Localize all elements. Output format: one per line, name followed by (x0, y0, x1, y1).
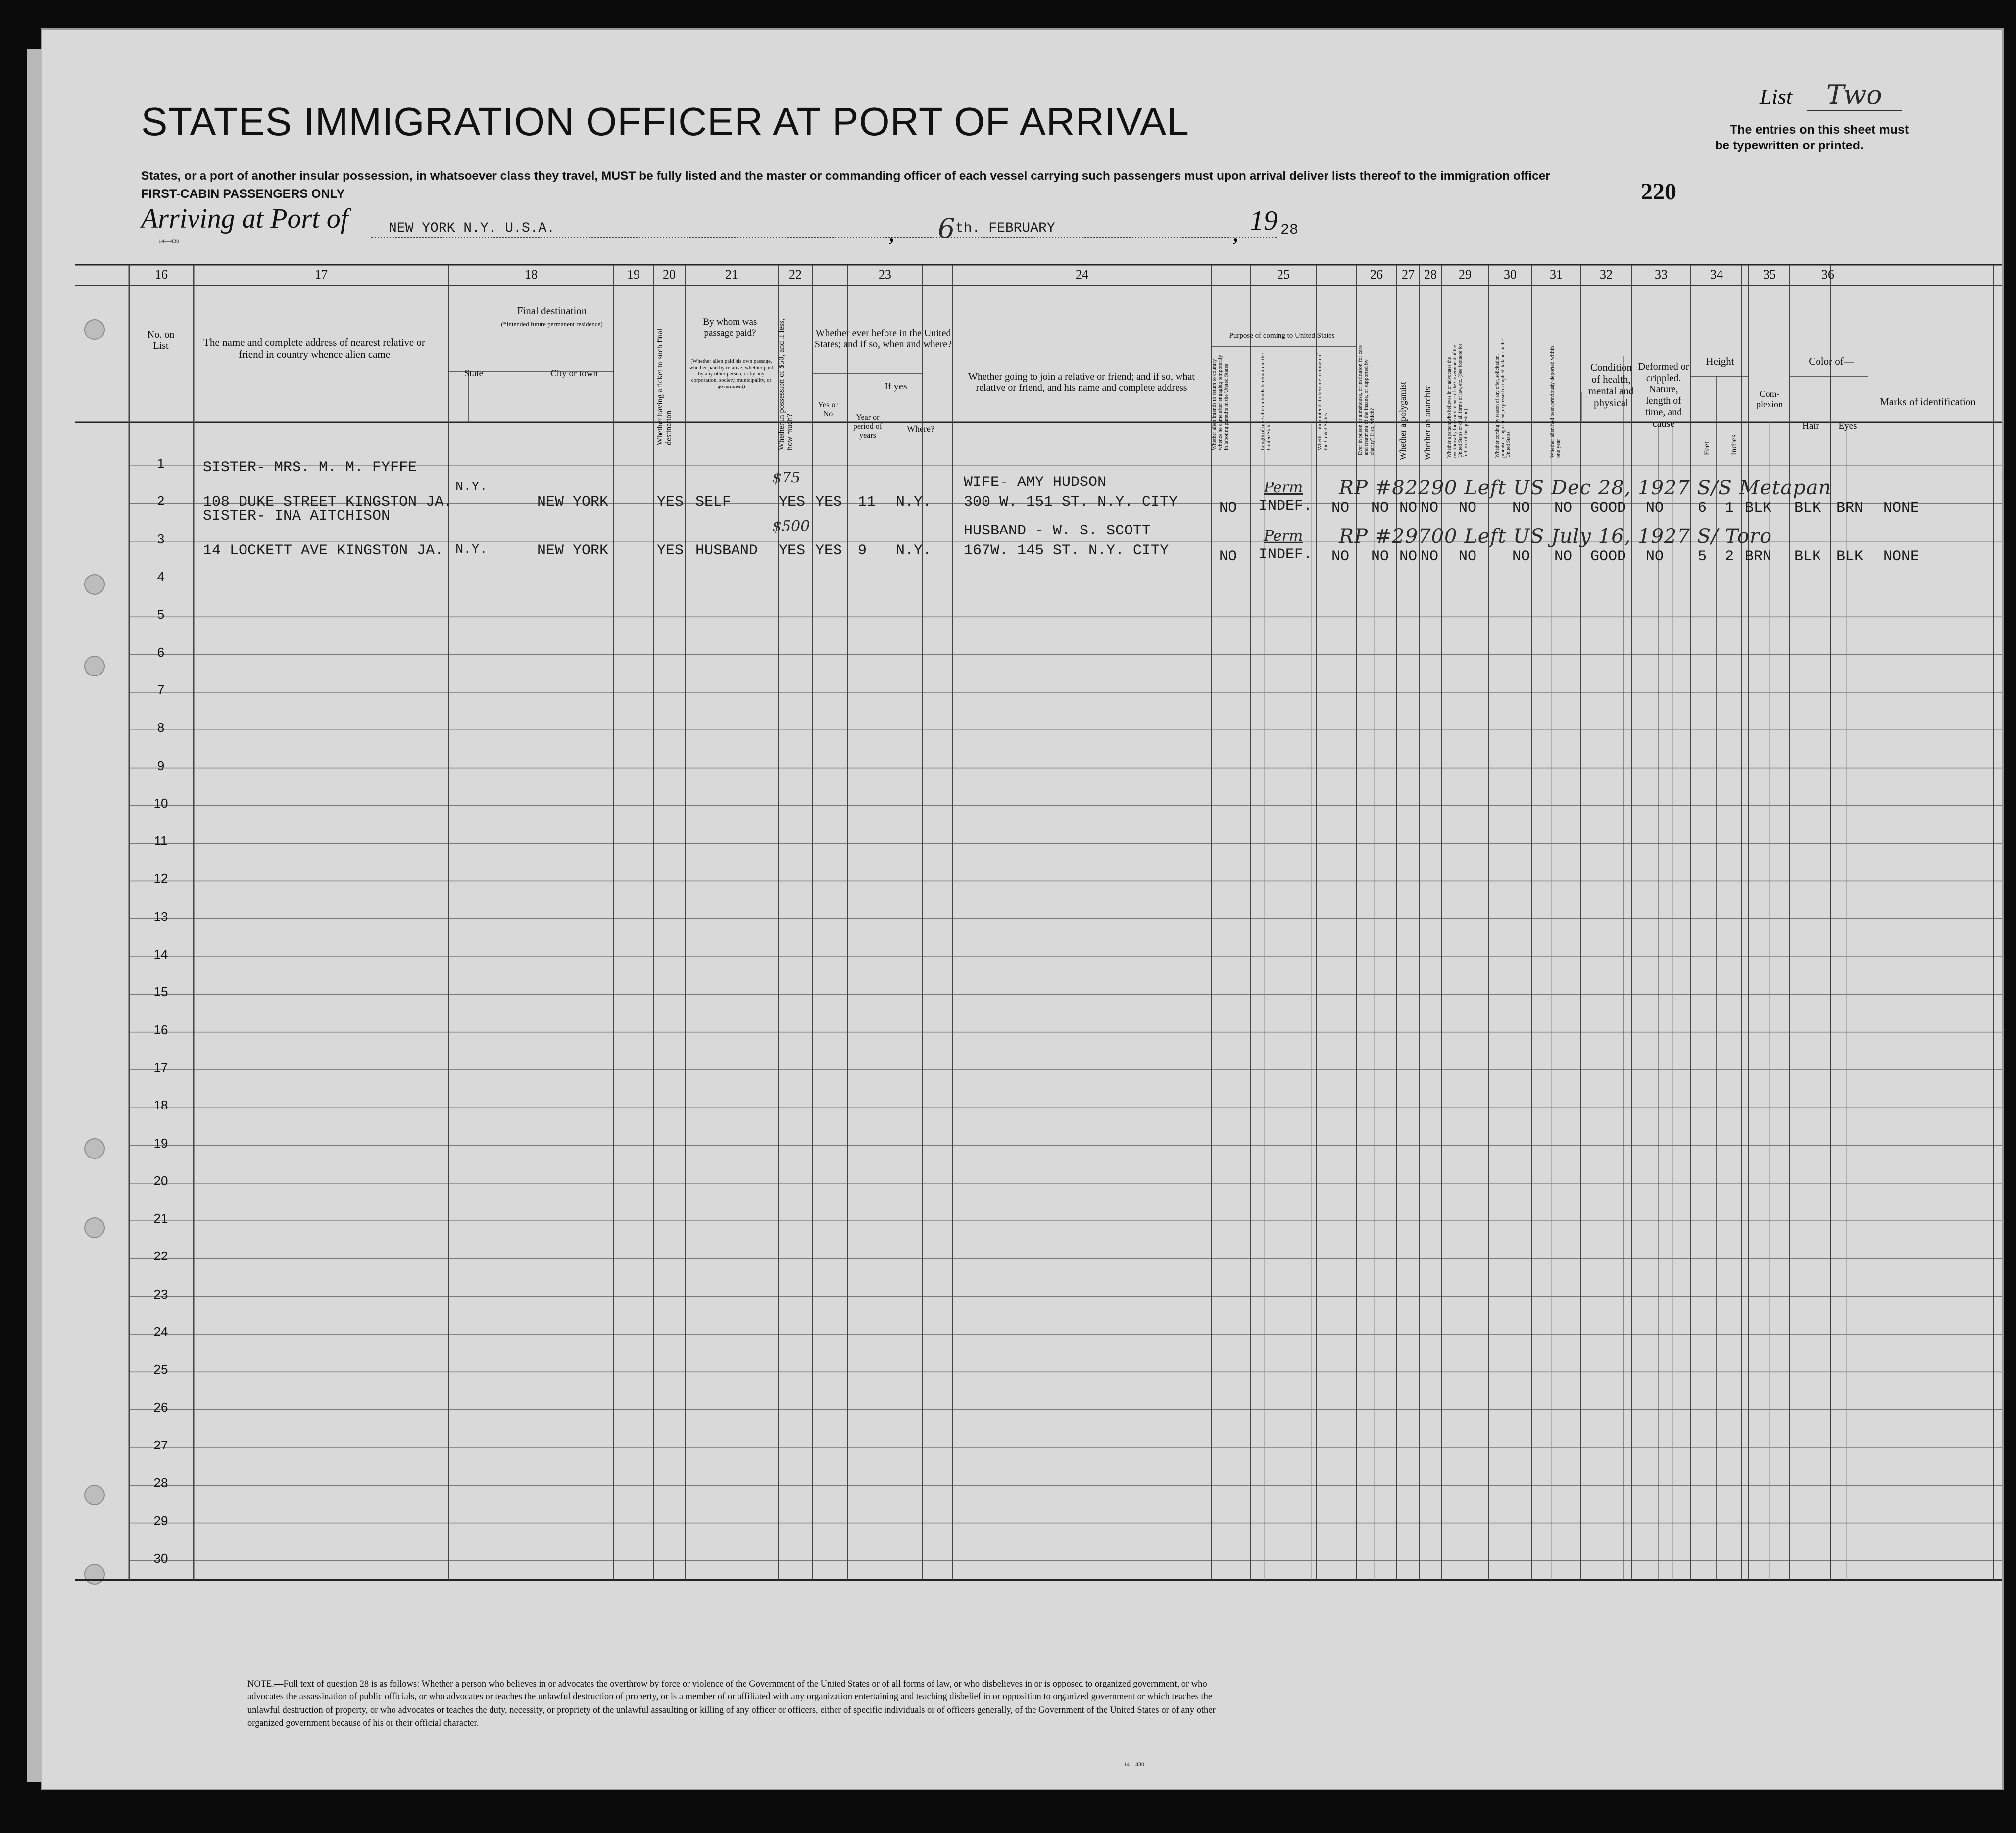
length-of-stay: INDEF. (1259, 498, 1313, 515)
join-relative-address: 167W. 145 ST. N.Y. CITY (964, 542, 1169, 559)
row-number: 4 (157, 569, 165, 584)
length-handwritten: Perm (1264, 528, 1303, 545)
money-handwritten: $500 (772, 518, 810, 535)
header-join-relative: Whether going to join a relative or friend; and if so, what relative or friend, and his name and complete address (968, 371, 1195, 393)
header-inches: Inches (1730, 434, 1738, 455)
labor-offer-answer: NO (1512, 500, 1530, 517)
row-number: 27 (153, 1437, 168, 1452)
column-number: 17 (315, 267, 328, 282)
column-number: 18 (525, 267, 538, 282)
hair-color: BLK (1794, 548, 1821, 565)
row-number: 5 (157, 607, 165, 622)
column-number: 27 (1402, 267, 1415, 282)
row-number: 7 (157, 682, 165, 697)
column-number: 24 (1076, 267, 1088, 282)
where-in-us: N.Y. (896, 542, 932, 559)
column-number: 33 (1655, 267, 1668, 282)
header-deformed: Deformed or crippled. Nature, length of time, and cause (1638, 361, 1689, 429)
overthrow-answer: NO (1459, 548, 1477, 565)
prison-answer: NO (1371, 500, 1389, 517)
passage-paid-by: HUSBAND (695, 542, 758, 559)
header-color-of: Color of— (1809, 355, 1854, 367)
ticket-answer: YES (657, 494, 684, 511)
column-number: 34 (1710, 267, 1723, 282)
row-number: 13 (153, 909, 168, 924)
row-number: 24 (153, 1324, 168, 1340)
row-number: 30 (153, 1550, 168, 1566)
identification-marks: NONE (1883, 548, 1919, 565)
manifest-grid (42, 30, 2002, 1789)
been-before-answer: YES (815, 494, 842, 511)
header-nearest-relative: The name and complete address of nearest relative or friend in country whence alien came (203, 337, 425, 361)
first-cabin-label: FIRST-CABIN PASSENGERS ONLY (141, 187, 345, 201)
header-purpose-citizen: Whether alien intends to become a citizen of the United States (1317, 353, 1329, 450)
year-prefix: 19 (1250, 205, 1278, 236)
header-ticket: Whether having a ticket to such final destination (656, 328, 673, 445)
header-labor-offer: Whether coming by reason of any offer, solicitation, promise, or agreement, expressed or implied, to labor in the United States (1495, 339, 1511, 458)
column-number: 22 (789, 267, 802, 282)
ticket-answer: YES (657, 542, 684, 559)
complexion: BRN (1745, 548, 1772, 565)
header-no-on-list: No. on List (147, 329, 175, 351)
deported-answer: NO (1554, 548, 1573, 565)
row-number: 23 (153, 1286, 168, 1302)
typewritten-note: The entries on this sheet must (1730, 123, 1909, 137)
relative-address-line: 14 LOCKETT AVE KINGSTON JA. (203, 542, 444, 559)
row-number: 10 (153, 795, 168, 811)
reentry-annotation: RP #82290 Left US Dec 28, 1927 S/S Metapan (1339, 477, 1832, 499)
deported-answer: NO (1554, 500, 1573, 517)
citizen-intent: NO (1331, 548, 1350, 565)
header-prison: Ever in prison or almshouse, or institution for care and treatment of the insane, or supported by charity? If so, which? (1357, 345, 1376, 455)
relative-name-line: SISTER- MRS. M. M. FYFFE (203, 459, 417, 476)
passage-paid-by: SELF (695, 494, 732, 511)
header-where: Where? (907, 424, 934, 434)
header-eyes: Eyes (1838, 421, 1857, 431)
header-complexion: Com- plexion (1756, 389, 1783, 409)
destination-city: NEW YORK (537, 494, 609, 511)
arrival-port: NEW YORK N.Y. U.S.A. (389, 221, 555, 236)
header-final-destination: Final destination (517, 305, 587, 317)
footer-form-code: 14—430 (1124, 1761, 1144, 1768)
sheet-number: 220 (1641, 179, 1676, 205)
year-suffix: 28 (1280, 222, 1299, 239)
years-in-us: 9 (858, 542, 867, 559)
row-number: 6 (157, 644, 165, 660)
column-number: 30 (1504, 267, 1517, 282)
typewritten-note: be typewritten or printed. (1715, 139, 1864, 152)
header-yes-or-no: Yes or No (818, 401, 838, 419)
return-intent: NO (1219, 500, 1237, 517)
polygamist-answer: NO (1399, 500, 1418, 517)
join-relative-name: WIFE- AMY HUDSON (964, 474, 1107, 491)
header-polygamist: Whether a polygamist (1398, 382, 1408, 460)
row-number: 21 (153, 1211, 168, 1226)
column-number: 28 (1424, 267, 1437, 282)
return-intent: NO (1219, 548, 1237, 565)
arrival-day-handwritten: 6 (938, 213, 955, 244)
row-number: 25 (153, 1362, 168, 1377)
citizen-intent: NO (1331, 500, 1350, 517)
relative-address-line: 108 DUKE STREET KINGSTON JA. (203, 494, 453, 511)
header-feet: Feet (1703, 441, 1711, 455)
row-number: 28 (153, 1475, 168, 1491)
row-number: 17 (153, 1060, 168, 1075)
prison-answer: NO (1371, 548, 1389, 565)
where-in-us: N.Y. (896, 494, 932, 511)
column-number: 21 (725, 267, 738, 282)
column-number: 23 (879, 267, 891, 282)
column-number: 19 (627, 267, 640, 282)
polygamist-answer: NO (1399, 548, 1418, 565)
comma: , (1232, 218, 1239, 246)
row-number: 22 (153, 1249, 168, 1264)
list-number-handwritten: Two (1807, 79, 1902, 111)
destination-city: NEW YORK (537, 542, 609, 559)
row-number: 3 (157, 531, 165, 546)
header-if-yes: If yes— (885, 381, 917, 392)
header-before-in-us: Whether ever before in the United States; and if so, when and where? (814, 328, 952, 350)
deformed-answer: NO (1646, 548, 1664, 565)
arrival-month: th. FEBRUARY (955, 221, 1055, 236)
column-number: 31 (1550, 267, 1563, 282)
anarchist-answer: NO (1421, 500, 1439, 517)
overthrow-answer: NO (1459, 500, 1477, 517)
row-number: 26 (153, 1399, 168, 1415)
header-passage-paid-sub: (Whether alien paid his own passage, whether paid by relative, whether paid by any other person, or by any corporation, society, municipality, or government) (689, 358, 774, 389)
join-relative-address: 300 W. 151 ST. N.Y. CITY (964, 494, 1178, 511)
money-answer: YES (779, 494, 806, 511)
destination-state: N.Y. (455, 480, 488, 495)
list-label: List Two (1760, 79, 1902, 110)
column-number: 35 (1763, 267, 1776, 282)
header-health: Condition of health, mental and physical (1588, 361, 1634, 409)
reentry-annotation: RP #29700 Left US July 16, 1927 S/ Toro (1339, 525, 1772, 548)
column-number: 16 (155, 267, 168, 282)
header-purpose: Purpose of coming to United States (1229, 332, 1335, 339)
years-in-us: 11 (858, 494, 876, 511)
eye-color: BLK (1836, 548, 1864, 565)
complexion: BLK (1745, 500, 1772, 517)
header-marks: Marks of identification (1880, 396, 1976, 408)
header-deported: Whether alien had been previously deported within one year (1549, 346, 1562, 458)
header-hair: Hair (1802, 421, 1819, 431)
header-money: Whether in possession of $50, and if less, how much? (777, 318, 794, 450)
column-number: 32 (1600, 267, 1613, 282)
row-number: 12 (153, 871, 168, 886)
row-number: 18 (153, 1098, 168, 1113)
height-inches: 2 (1725, 548, 1734, 565)
column-number: 36 (1821, 267, 1834, 282)
header-purpose-return: Whether alien intends to return to country whence he came after engaging temporarily in laboring pursuits in the United States (1211, 355, 1229, 450)
header-purpose-length: Length of time alien intends to remain in the United States (1260, 353, 1272, 450)
length-handwritten: Perm (1264, 479, 1303, 496)
header-year-period: Year or period of years (853, 413, 883, 440)
length-of-stay: INDEF. (1259, 546, 1313, 563)
money-answer: YES (779, 542, 806, 559)
height-feet: 5 (1698, 548, 1707, 565)
anarchist-answer: NO (1421, 548, 1439, 565)
height-feet: 6 (1698, 500, 1707, 517)
instruction-line: States, or a port of another insular possession, in whatsoever class they travel, MUST be fully listed and the master or commanding officer of each vessel carrying such passengers must upon arrival deliver lists thereof to the immigration officer (141, 169, 1550, 183)
health-condition: GOOD (1590, 500, 1626, 517)
eye-color: BRN (1836, 500, 1864, 517)
join-relative-name: HUSBAND - W. S. SCOTT (964, 523, 1151, 539)
row-number: 20 (153, 1173, 168, 1188)
form-title: STATES IMMIGRATION OFFICER AT PORT OF ARRIVAL (141, 99, 1189, 144)
header-city: City or town (550, 368, 598, 379)
money-handwritten: $75 (772, 469, 801, 486)
column-number: 29 (1459, 267, 1472, 282)
row-number: 14 (153, 947, 168, 962)
arriving-label: Arriving at Port of (141, 203, 348, 234)
deformed-answer: NO (1646, 500, 1664, 517)
header-anarchist: Whether an anarchist (1423, 385, 1432, 460)
comma: , (888, 218, 895, 246)
row-number: 8 (157, 720, 165, 735)
row-number: 11 (154, 833, 168, 849)
row-number: 29 (153, 1513, 168, 1528)
column-number: 20 (663, 267, 676, 282)
health-condition: GOOD (1590, 548, 1626, 565)
header-state: State (464, 368, 483, 379)
hair-color: BLK (1794, 500, 1821, 517)
row-number: 1 (157, 456, 165, 471)
relative-name-line: SISTER- INA AITCHISON (203, 508, 391, 525)
header-overthrow: Whether a person who believes in or advocates the overthrow by force or violence of the Government of the United States or of all forms of law, etc. (See footnote for full text of this question) (1447, 343, 1469, 458)
manifest-sheet (42, 30, 2002, 1789)
height-inches: 1 (1725, 500, 1734, 517)
destination-state: N.Y. (455, 542, 488, 557)
column-number: 26 (1370, 267, 1383, 282)
form-code: 14—430 (158, 238, 179, 244)
row-number: 16 (153, 1022, 168, 1037)
header-final-destination-sub: (*Intended future permanent residence) (501, 320, 603, 328)
column-number: 25 (1277, 267, 1290, 282)
header-passage-paid: By whom was passage paid? (703, 317, 757, 338)
labor-offer-answer: NO (1512, 548, 1530, 565)
identification-marks: NONE (1883, 500, 1919, 517)
header-height: Height (1706, 355, 1734, 367)
row-number: 2 (157, 493, 165, 509)
row-number: 19 (153, 1135, 168, 1151)
row-number: 9 (157, 758, 165, 773)
footnote-question-28: NOTE.—Full text of question 28 is as follows: Whether a person who believes in or advocates the overthrow by force or violence of the Government of the United States or of all forms of law, or who disbelieves in or is opposed to organized government, or who advocates the assassination of public officials, or who advocates or teaches the unlawful destruction of property, or is a member of or affiliated with any organization entertaining and teaching disbelief in or opposition to organized government or which teaches the unlawful destruction of property, or who advocates or teaches the duty, necessity, or propriety of the unlawful assaulting or killing of any officer or officers, either of specific individuals or of officers generally, of the Government of the United States or of any other organized government because of his or their official character. (247, 1679, 1216, 1728)
row-number: 15 (153, 984, 168, 1000)
page-edge-stack (27, 49, 42, 1782)
been-before-answer: YES (815, 542, 842, 559)
